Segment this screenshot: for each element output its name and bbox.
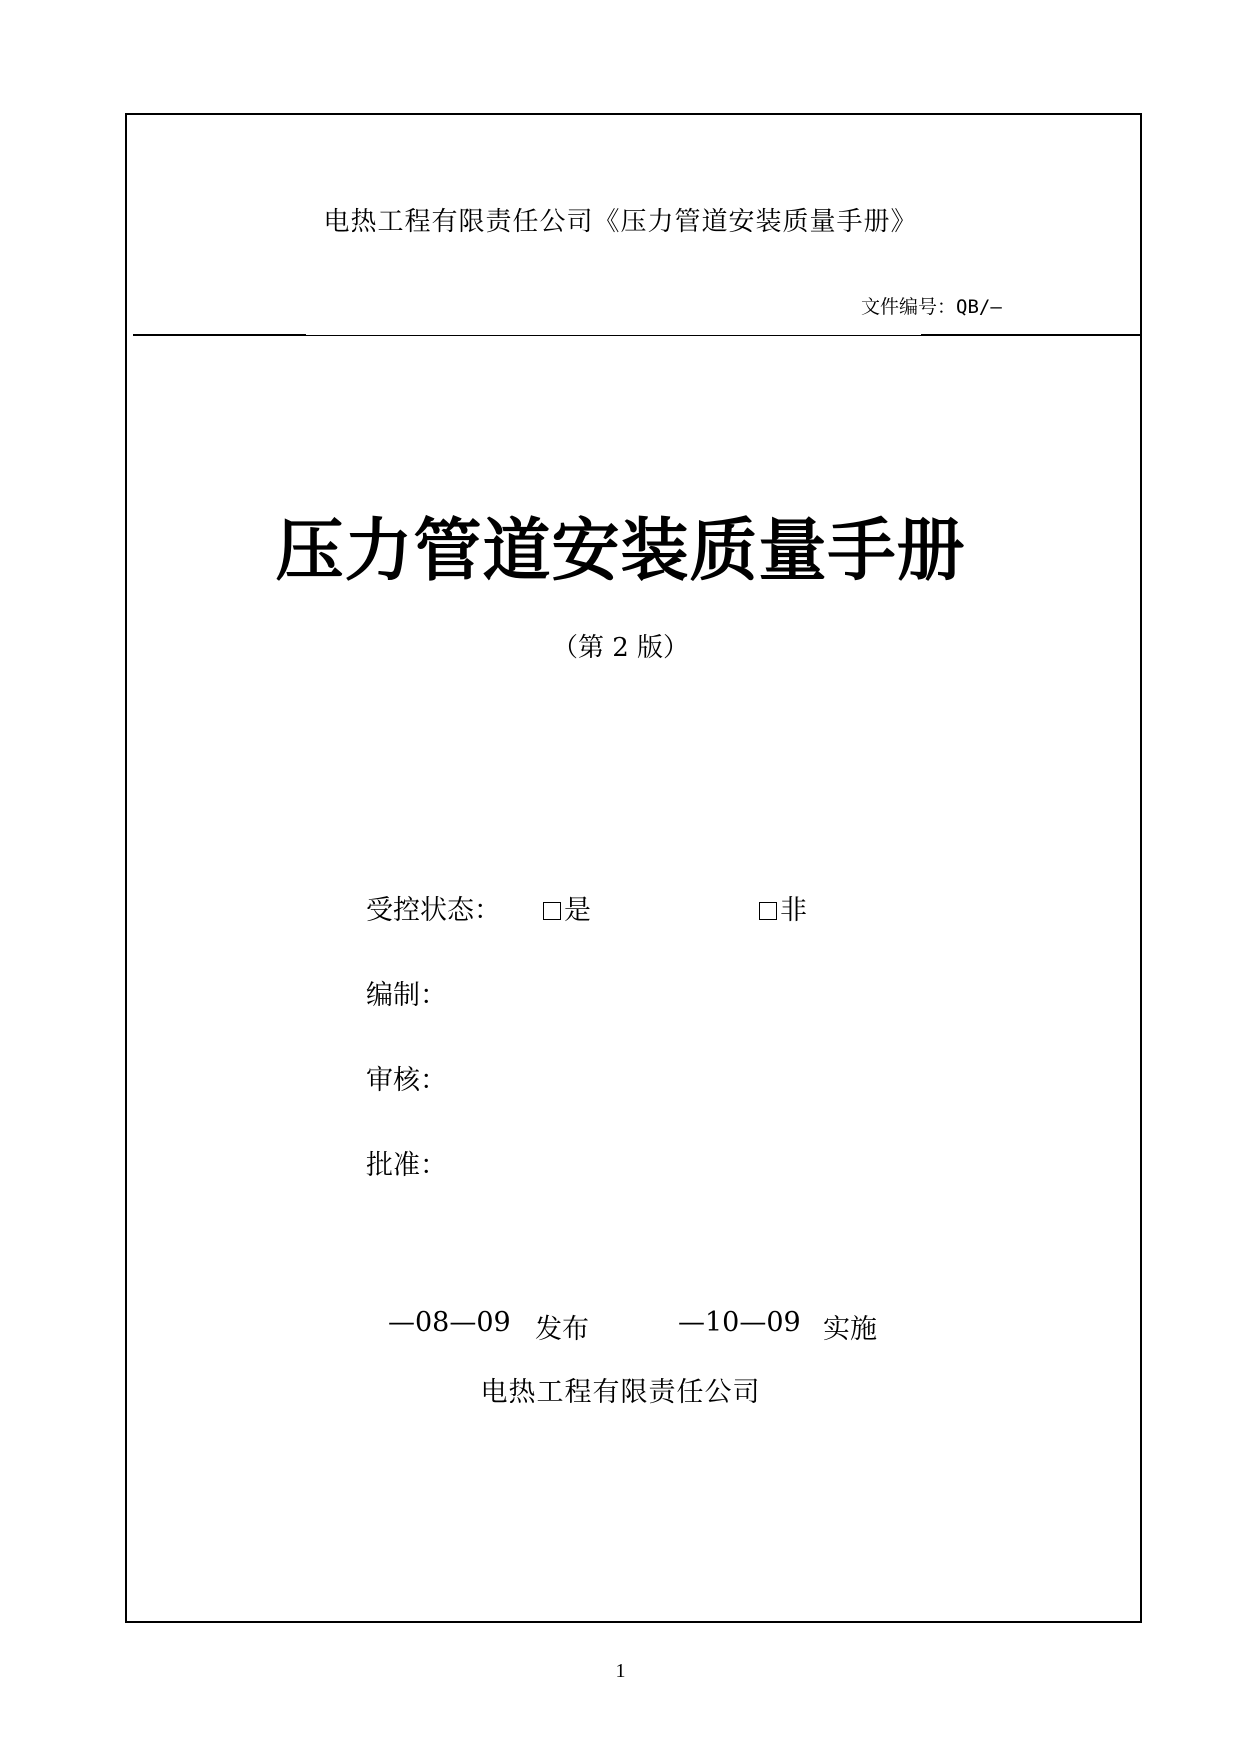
control-status-label: 受控状态： <box>366 895 501 926</box>
checkbox-square-icon <box>759 902 777 920</box>
page-number: 1 <box>615 1660 626 1682</box>
option-no-label: 非 <box>780 895 807 926</box>
edition-label: （第 2 版） <box>551 633 690 663</box>
main-title: 压力管道安装质量手册 <box>275 512 966 591</box>
effective-label: 实施 <box>823 1314 877 1345</box>
header-divider-right <box>921 334 1141 336</box>
controlled-yes-checkbox[interactable] <box>543 888 591 927</box>
effective-date: —10—09 <box>678 1307 801 1338</box>
controlled-no-checkbox[interactable] <box>759 888 807 927</box>
header-divider-left <box>133 334 306 336</box>
header-divider <box>305 335 922 336</box>
header-title: 电热工程有限责任公司《压力管道安装质量手册》 <box>323 207 918 237</box>
option-yes-label: 是 <box>564 895 591 926</box>
compiled-by-label: 编制： <box>366 980 447 1011</box>
reviewed-by-label: 审核： <box>366 1065 447 1096</box>
publish-label: 发布 <box>535 1314 589 1345</box>
document-number: 文件编号：QB/— <box>861 296 1002 318</box>
publish-date: —08—09 <box>388 1307 511 1338</box>
approved-by-label: 批准： <box>366 1150 447 1181</box>
issuing-company: 电热工程有限责任公司 <box>480 1377 761 1408</box>
checkbox-square-icon <box>543 902 561 920</box>
